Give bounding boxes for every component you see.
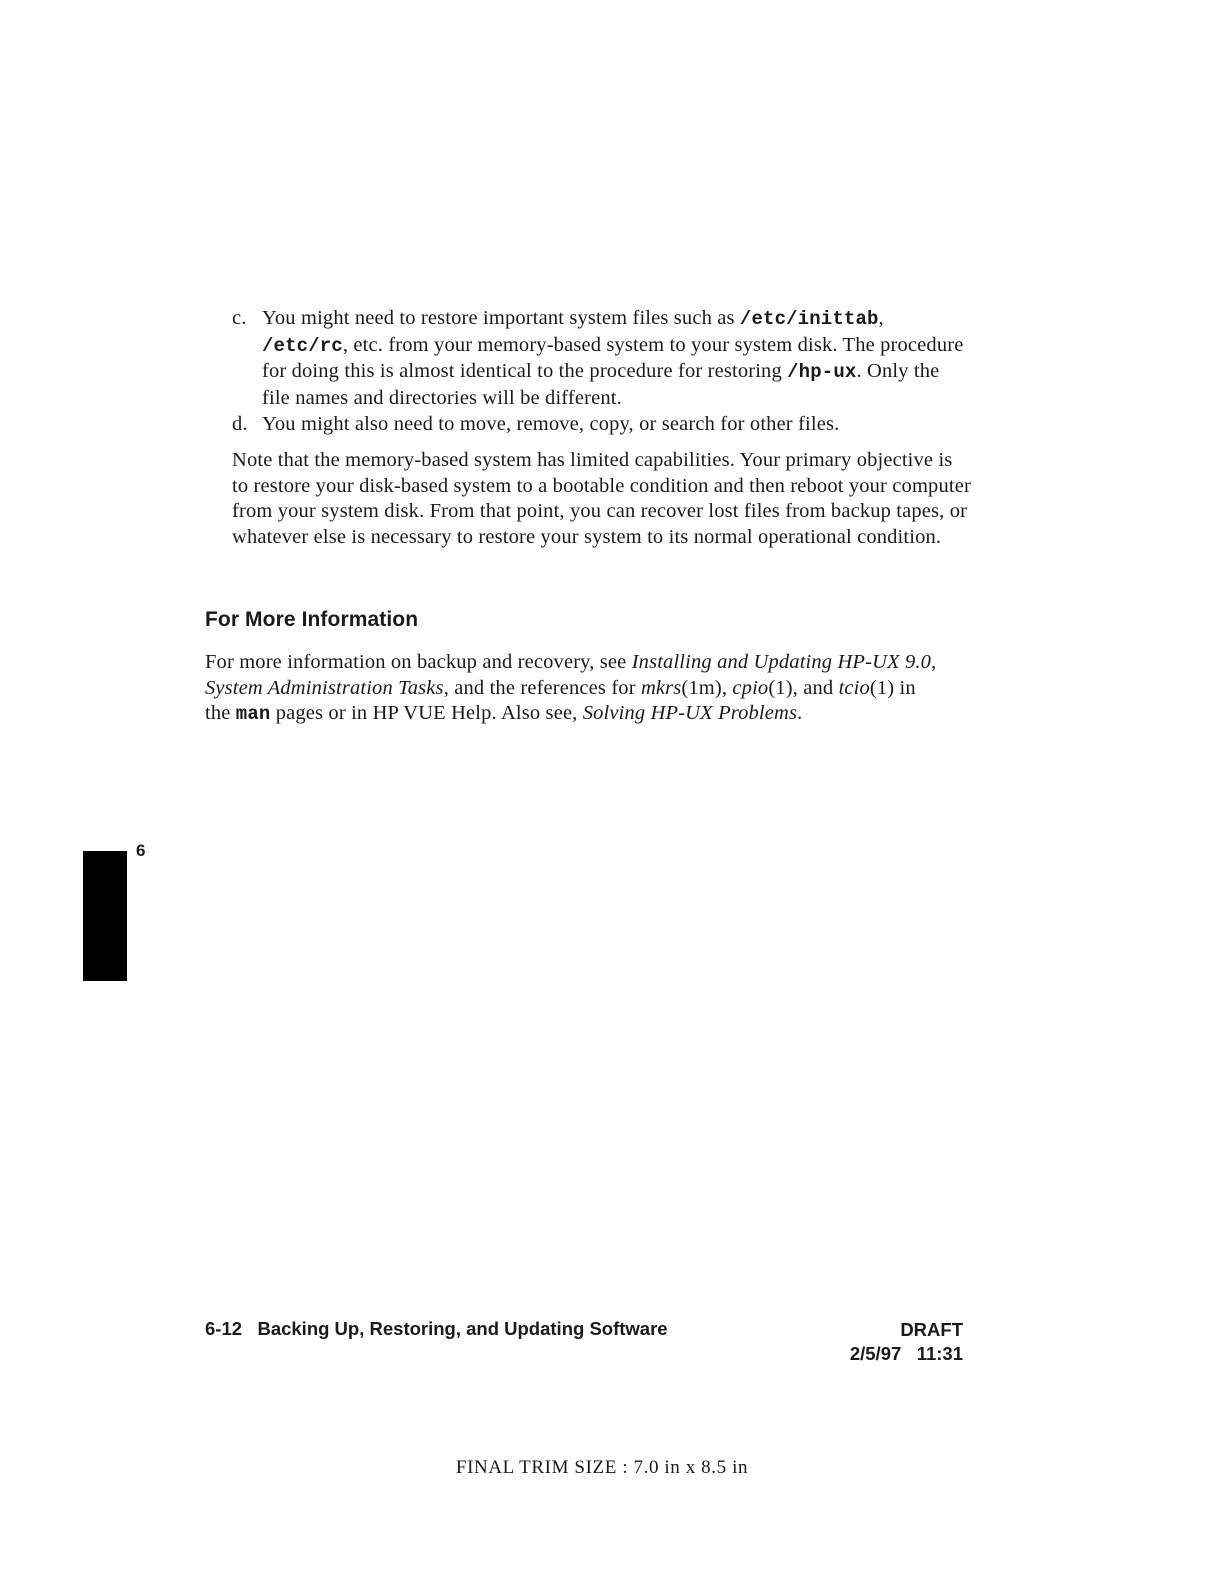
list-item-text xyxy=(262,307,963,409)
footer-draft-stamp xyxy=(780,1318,963,1366)
code-text: /etc/rc xyxy=(262,334,343,357)
code-text: /etc/inittab xyxy=(739,308,879,330)
italic-text: Installing and Updating HP-UX 9.0 xyxy=(631,651,932,673)
italic-text: Solving HP-UX Problems xyxy=(582,702,798,725)
italic-text: mkrs xyxy=(640,676,682,699)
footer-time: 11:31 xyxy=(916,1343,963,1364)
text-run: You might also need to move, remove, copy, or search for other files. xyxy=(262,412,840,435)
footer-page-number: 6-12 xyxy=(205,1318,243,1339)
text-run: , and the references for xyxy=(443,676,641,699)
text-run: , xyxy=(931,651,937,673)
text-run: . Only the file names and directories will be different. xyxy=(262,360,940,410)
italic-text: cpio xyxy=(732,676,769,699)
footer-chapter-title: Backing Up, Restoring, and Updating Software xyxy=(257,1318,668,1339)
text-run: You might need to restore important system files such as xyxy=(262,307,740,329)
code-text: /hp-ux xyxy=(787,361,857,384)
list-marker: d. xyxy=(232,412,248,435)
list-marker: c. xyxy=(232,307,247,329)
footer-status: DRAFT xyxy=(900,1319,963,1340)
italic-text: tcio xyxy=(838,676,870,699)
text-run: (1m), xyxy=(681,676,733,699)
text-run: , xyxy=(878,307,884,329)
text-run: pages or in HP VUE Help. Also see, xyxy=(270,702,583,725)
more-info-paragraph xyxy=(205,650,945,728)
note-paragraph: Note that the memory-based system has limited capabilities. Your primary objective is to restore your disk-based system to a bootable condition and then reboot your computer from your system disk. From that point, you can recover lost files from backup tapes, or whatever else is necessary to restore your system to its normal operational condition. xyxy=(232,449,971,549)
text-run: . xyxy=(797,702,803,725)
text-run: For more information on backup and recovery, see xyxy=(205,651,632,673)
section-heading: For More Information xyxy=(205,608,419,631)
chapter-tab-marker xyxy=(83,851,127,981)
trim-size-note: FINAL TRIM SIZE : 7.0 in x 8.5 in xyxy=(455,1457,749,1478)
footer-date: 2/5/97 xyxy=(849,1343,902,1364)
restore-steps-list xyxy=(232,306,972,438)
footer-running-title xyxy=(205,1318,668,1340)
text-run: , etc. from your memory-based system to your system disk. The procedure for doing this is almost identical to the procedure for restoring xyxy=(262,333,964,383)
code-text: man xyxy=(235,703,271,726)
text-run: (1) in the xyxy=(205,676,916,725)
footer-timestamp xyxy=(780,1342,963,1366)
list-item-d xyxy=(232,412,972,438)
chapter-number: 6 xyxy=(136,841,146,860)
italic-text: System Administration Tasks xyxy=(205,676,444,699)
list-item-c xyxy=(232,306,972,412)
text-run: (1), and xyxy=(768,676,839,699)
list-item-text xyxy=(262,413,839,435)
